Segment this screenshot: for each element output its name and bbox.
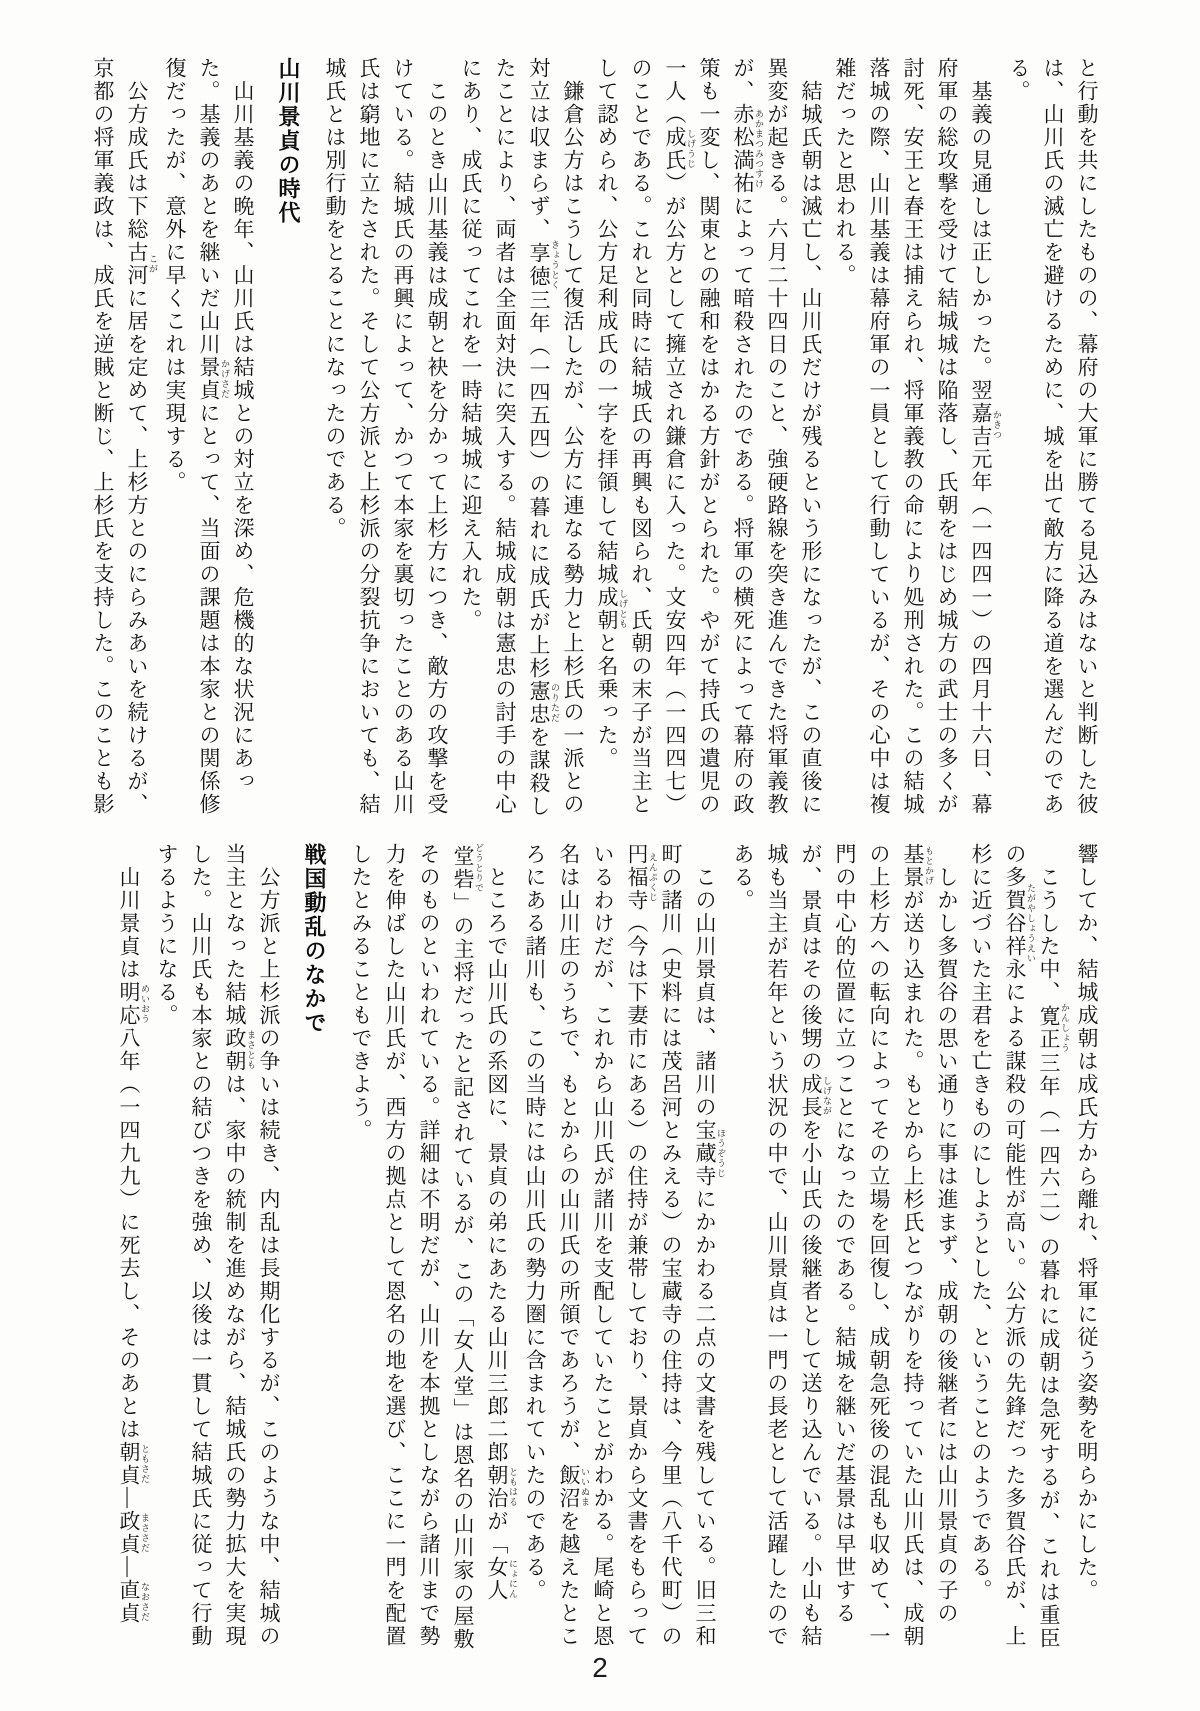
paragraph-bottom-3: この山川景貞は、諸川の宝蔵寺 ほうぞうじにかかわる二点の文書を残している。旧三和町の諸川（史料には茂呂河とみえる）の宝蔵寺の住持は、今里（八千代町）の円福寺 えんぷくじ（今は下妻市にある）の住持が兼帯しており、景貞から文書をもらっているわけだが、これから山川氏が諸川を支配していたことがわかる。尾崎と恩名は山川庄のうちで、もとからの山川氏の所領であろうが、飯沼 いいぬまを越えたところにある諸川も、この当時には山川氏の勢力圏に含まれていたのである。 [523, 843, 726, 1648]
bottom-text-block [112, 843, 1104, 1655]
paragraph-bottom-7: 山川景貞は明応 めいおう八年（一四九九）に死去し、そのあとは朝貞 ともさだ―政貞 まささだ―直貞 なおさだ [117, 866, 150, 1625]
top-text-block [86, 57, 1104, 821]
paragraph-top-2: 結城氏朝は滅亡し、山川氏だけが残るという形になったが、この直後に異変が起きる。六月二十四日のこと、強硬路線を突き進んできた将軍義教が、赤松満祐 あかまつみつすけによって暗殺されたのである。将軍の横死によって幕府の政策も一変し、関東との融和をはかる方針がとられた。やがて持氏の遺児の一人（成氏 しげうじ）が公方として擁立され鎌倉に入った。文安四年（一四四七）のことである。これと同時に結城氏の再興も図られ、氏朝の末子が当主として認められ、公方足利成氏の一字を拝領して結城成朝 しげともと名乗った。 [595, 57, 823, 816]
page-number: 2 [592, 1652, 608, 1683]
section-heading-yamakawa-kagesada-era: 山川景貞の時代 [276, 57, 301, 225]
paragraph-top-continuation: と行動を共にしたものの、幕府の大軍に勝てる見込みはないと判断した彼は、山川氏の滅亡を避けるために、城を出て敵方に降る道を選んだのである。 [1007, 57, 1099, 816]
paragraph-top-1: 基義の見通しは正しかった。翌嘉吉 かきつ元年（一四四一）の四月十六日、幕府軍の総攻撃を受けて結城城は陥落し、氏朝をはじめ城方の武士の多くが討死、安王と春王は捕えられ、将軍義教の命により処刑された。この結城落城の際、山川基義は幕府軍の一員として行動しているが、その心中は複雑だったと思われる。 [833, 57, 1002, 816]
paragraph-top-3: 鎌倉公方はこうして復活したが、公方に連なる勢力と上杉氏の一派との対立は収まらず、享徳 きょうとく三年（一四五四）の暮れに成氏が上杉憲忠 のりただを謀殺したことにより、両者は全面対決に突入する。結城成朝は憲忠の討手の中心にあり、成氏に従ってこれを一時結城城に迎え入れた。 [459, 57, 585, 818]
paragraph-bottom-2: しかし多賀谷の思い通りに事は進まず、成朝の後継者には山川景貞の子の基景 もとかげが送り込まれた。もとから上杉氏とつながりを持っていた山川氏は、成朝の上杉方への転向によってその立場を回復し、成朝急死後の混乱も収めて、一門の中心的位置に立つことになったのである。結城を継いだ基景は早世するが、景貞はその後甥の成長 しげながを小山氏の後継者として送り込んでいる。小山も結城も当主が若年という状況の中で、山川景貞は一門の長老として活躍したのである。 [731, 843, 959, 1648]
paragraph-bottom-1: こうした中、寛正 かんしょう三年（一四六二）の暮れに成朝は急死するが、これは重臣の多賀谷祥永 たがやしょうえいによる謀殺の可能性が高い。公方派の先鋒だった多賀谷氏が、上杉に近づいた主君を亡きものにしようとした、ということのようである。 [969, 843, 1070, 1650]
paragraph-top-7: 公方成氏は下総古河 こがに居を定めて、上杉方とのにらみあいを続けるが、京都の将軍義政は、成氏を逆賊と断じ、上杉氏を支持した。このことも影 [91, 57, 158, 816]
paragraph-bottom-continuation: 響してか、結城成朝は成氏方から離れ、将軍に従う姿勢を明らかにした。 [1075, 843, 1099, 1602]
paragraph-top-6: 山川基義の晩年、山川氏は結城との対立を深め、危機的な状況にあった。基義のあとを継いだ山川景貞 かげさだにとって、当面の課題は本家との関係修復だったが、意外に早くこれは実現する。 [163, 57, 255, 816]
section-heading-sengoku-turmoil: 戦国動乱のなかで [302, 843, 327, 1035]
paragraph-top-4: このとき山川基義は成朝と袂を分かって上杉方につき、敵方の攻撃を受けている。結城氏の再興によって、かつて本家を裏切ったことのある山川氏は窮地に立たされた。そして公方派と上杉派の分裂抗争においても、結城氏とは別行動をとることになったのである。 [323, 57, 449, 816]
paragraph-bottom-6: 公方派と上杉派の争いは続き、内乱は長期化するが、このような中、結城の当主となった結城政朝 まさともは、家中の統制を進めながら、結城氏の勢力拡大を実現した。山川氏も本家との結びつきを強め、以後は一貫して結城氏に従って行動するようになる。 [155, 843, 281, 1648]
paragraph-bottom-4: ところで山川氏の系図に、景貞の弟にあたる山川三郎二郎朝治 ともはるが「女人 にょにん堂砦 どうとりで」の主将だったと記されているが、この「女人堂」は恩名の山川家の屋敷そのものといわれている。詳細は不明だが、山川を本拠としながら諸川まで勢力を伸ばした山川氏が、西方の拠点として恩名の地を選び、ここに一門を配置したとみることもできよう。 [349, 843, 518, 1651]
